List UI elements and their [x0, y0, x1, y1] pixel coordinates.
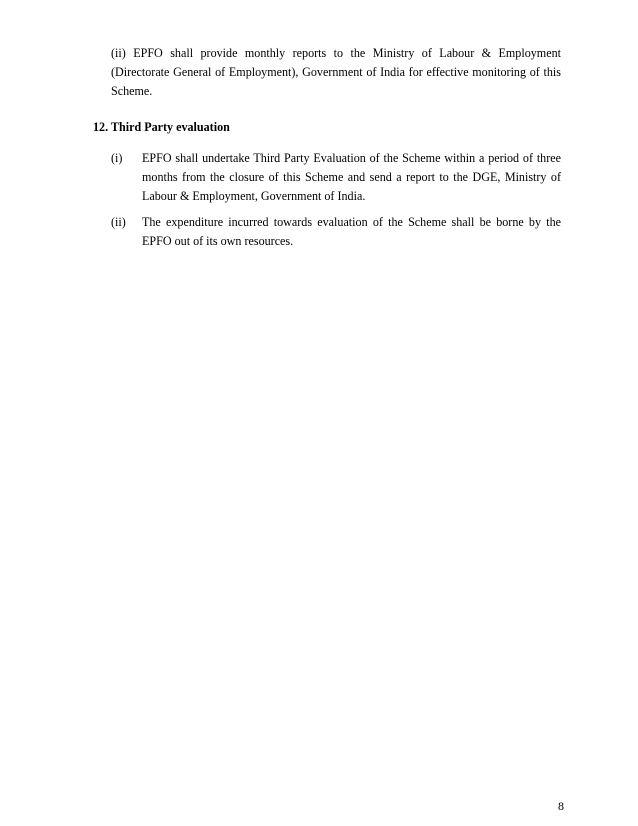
intro-paragraph: (ii) EPFO shall provide monthly reports to the Ministry of Labour & Employment (Directorate General of Employment), Government of India for effective monitoring of this Scheme. — [111, 46, 561, 98]
section-12-heading: 12. Third Party evaluation — [93, 120, 230, 134]
item-i-text: EPFO shall undertake Third Party Evaluation of the Scheme within a period of three months from the closure of this Scheme and send a report to the DGE, Ministry of Labour & Employment, Government of India. — [142, 151, 561, 203]
item-ii-text: The expenditure incurred towards evaluation of the Scheme shall be borne by the EPFO out of its own resources. — [142, 215, 561, 248]
item-ii-marker: (ii) — [111, 215, 126, 229]
item-i-marker: (i) — [111, 151, 123, 165]
page-number: 8 — [558, 799, 564, 813]
